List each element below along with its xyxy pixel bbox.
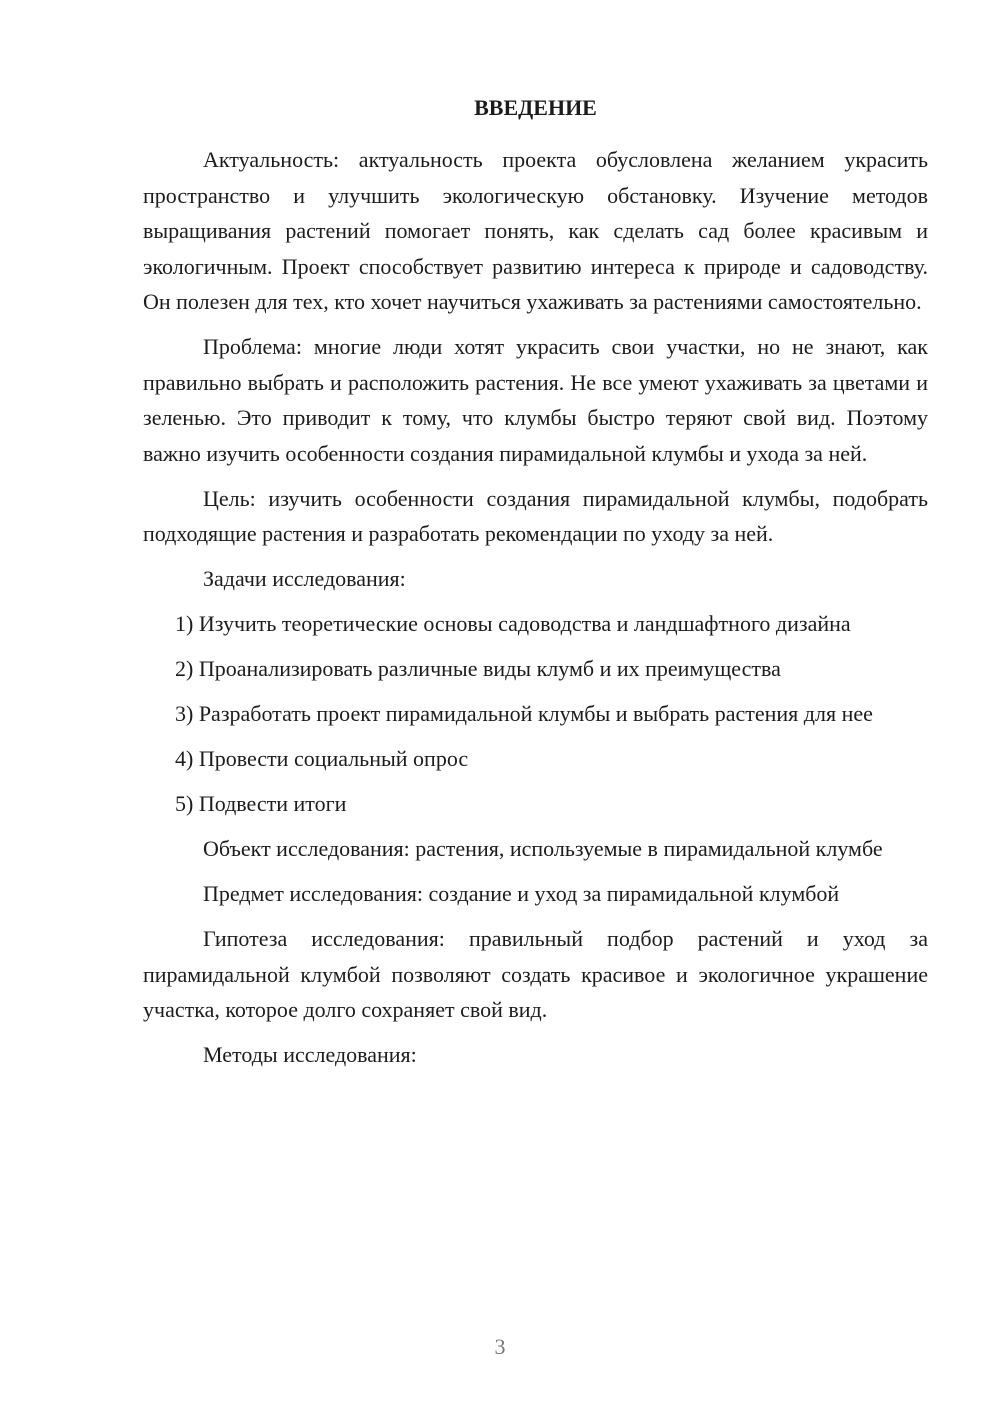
paragraph-hypothesis: Гипотеза исследования: правильный подбор растений и уход за пирамидальной клумбой позволяют создать красивое и экологичное украшение участка, которое долго сохраняет свой вид.: [143, 926, 928, 1022]
paragraph-problem: Проблема: многие люди хотят украсить свои участки, но не знают, как правильно выбрать и расположить растения. Не все умеют ухаживать за цветами и зеленью. Это приводит к тому, что клумбы быстро теряют свой вид. Поэтому важно изучить особенности создания пирамидальной клумбы и ухода за ней.: [143, 334, 928, 466]
paragraph-tasks-heading: Задачи исследования:: [203, 566, 406, 591]
paragraph-methods: Методы исследования:: [203, 1042, 417, 1067]
list-item: 2) Проанализировать различные виды клумб и их преимущества: [175, 656, 781, 681]
paragraph-object: Объект исследования: растения, используемые в пирамидальной клумбе: [203, 836, 883, 861]
page-title: ВВЕДЕНИЕ: [474, 95, 597, 120]
paragraph-relevance: Актуальность: актуальность проекта обусловлена желанием украсить пространство и улучшить экологическую обстановку. Изучение методов выращивания растений помогает понять, как сделать сад более красивым и экологичным. Проект способствует развитию интереса к природе и садоводству. Он полезен для тех, кто хочет научиться ухаживать за растениями самостоятельно.: [143, 147, 928, 314]
paragraph-subject: Предмет исследования: создание и уход за пирамидальной клумбой: [203, 881, 840, 906]
list-item: 5) Подвести итоги: [175, 791, 347, 816]
document-page: [143, 90, 928, 1073]
page-number: 3: [494, 1334, 506, 1359]
paragraph-goal: Цель: изучить особенности создания пирамидальной клумбы, подобрать подходящие растения и разработать рекомендации по уходу за ней.: [143, 485, 928, 546]
task-list: [143, 606, 928, 822]
list-item: 3) Разработать проект пирамидальной клумбы и выбрать растения для нее: [175, 701, 873, 726]
list-item: 4) Провести социальный опрос: [175, 746, 469, 771]
list-item: 1) Изучить теоретические основы садоводства и ландшафтного дизайна: [175, 611, 851, 636]
